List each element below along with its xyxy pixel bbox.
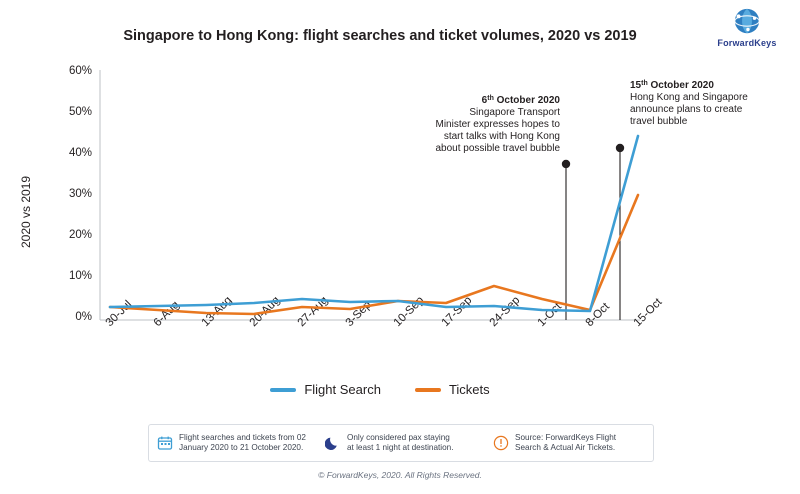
annotation-6-oct-line: Minister expresses hopes to <box>435 119 560 130</box>
xtick-label: 17-Sep <box>439 294 475 330</box>
page-title: Singapore to Hong Kong: flight searches and ticket volumes, 2020 vs 2019 <box>123 28 637 44</box>
series-line-tickets <box>110 195 638 314</box>
series-line-flight-search <box>110 136 638 311</box>
chart-legend <box>0 382 760 397</box>
y-axis-title: 2020 vs 2019 <box>19 175 33 249</box>
legend-label-flight-search: Flight Search <box>304 382 381 397</box>
xtick-label: 13-Aug <box>199 294 235 330</box>
annotation-15-oct <box>630 80 748 128</box>
xtick-label: 8-Oct <box>583 300 613 330</box>
annotation-15-oct-date: 15th October 2020 <box>630 79 714 91</box>
annotation-15-oct-line: Hong Kong and Singapore <box>630 92 748 103</box>
annotation-15-oct-line: announce plans to create <box>630 104 743 115</box>
xtick-label: 30-Jul <box>103 298 135 330</box>
footnote-stay-rule <box>317 433 485 454</box>
footnote-line: Only considered pax staying <box>347 432 450 442</box>
xtick-label: 24-Sep <box>487 294 523 330</box>
xtick-label: 15-Oct <box>631 296 665 330</box>
footnote-line: Flight searches and tickets from 02 <box>179 432 306 442</box>
footnote-line: Search & Actual Air Tickets. <box>515 443 616 452</box>
ytick-label: 30% <box>68 188 92 200</box>
legend-swatch-tickets <box>415 388 441 392</box>
legend-item-flight-search[interactable] <box>270 382 381 397</box>
legend-label-tickets: Tickets <box>448 382 490 397</box>
moon-icon <box>325 435 341 451</box>
footnote-date-range <box>149 433 317 454</box>
legend-swatch-flight-search <box>270 388 296 392</box>
xtick-label: 6-Aug <box>151 298 182 330</box>
xtick-label: 10-Sep <box>391 294 427 330</box>
legend-item-tickets[interactable] <box>415 382 490 397</box>
footnote-line: January 2020 to 21 October 2020. <box>179 443 304 452</box>
chart-plot-region <box>0 55 800 355</box>
footnote-line: at least 1 night at destination. <box>347 443 454 452</box>
xtick-label: 27-Aug <box>295 294 331 330</box>
footnote-source <box>485 433 653 454</box>
calendar-icon <box>157 435 173 451</box>
xtick-label: 20-Aug <box>247 294 283 330</box>
annotation-6-oct-line: Singapore Transport <box>469 107 560 118</box>
copyright-text: © ForwardKeys, 2020. All Rights Reserved. <box>318 470 482 480</box>
info-circle-icon <box>493 435 509 451</box>
y-axis-ticks <box>69 65 92 323</box>
annotation-6-oct <box>435 95 560 155</box>
annotation-15-oct-line: travel bubble <box>630 116 688 127</box>
annotation-6-oct-line: start talks with Hong Kong <box>443 131 560 142</box>
annotation-point-6-oct <box>562 160 570 168</box>
ytick-label: 20% <box>68 229 92 241</box>
ytick-label: 50% <box>68 106 92 118</box>
xtick-label: 3-Sep <box>343 298 374 330</box>
footnote-line: Source: ForwardKeys Flight <box>515 432 617 442</box>
ytick-label: 60% <box>68 65 92 77</box>
annotation-6-oct-line: about possible travel bubble <box>435 143 560 154</box>
ytick-label: 10% <box>68 270 92 282</box>
ytick-label: 0% <box>75 311 92 323</box>
line-chart <box>0 55 760 355</box>
ytick-label: 40% <box>68 147 92 159</box>
xtick-label: 1-Oct <box>535 300 565 330</box>
annotation-6-oct-date: 6th October 2020 <box>481 94 560 106</box>
annotation-point-15-oct <box>616 144 624 152</box>
footnote-bar <box>148 424 654 462</box>
brand-name: ForwardKeys <box>717 38 777 48</box>
